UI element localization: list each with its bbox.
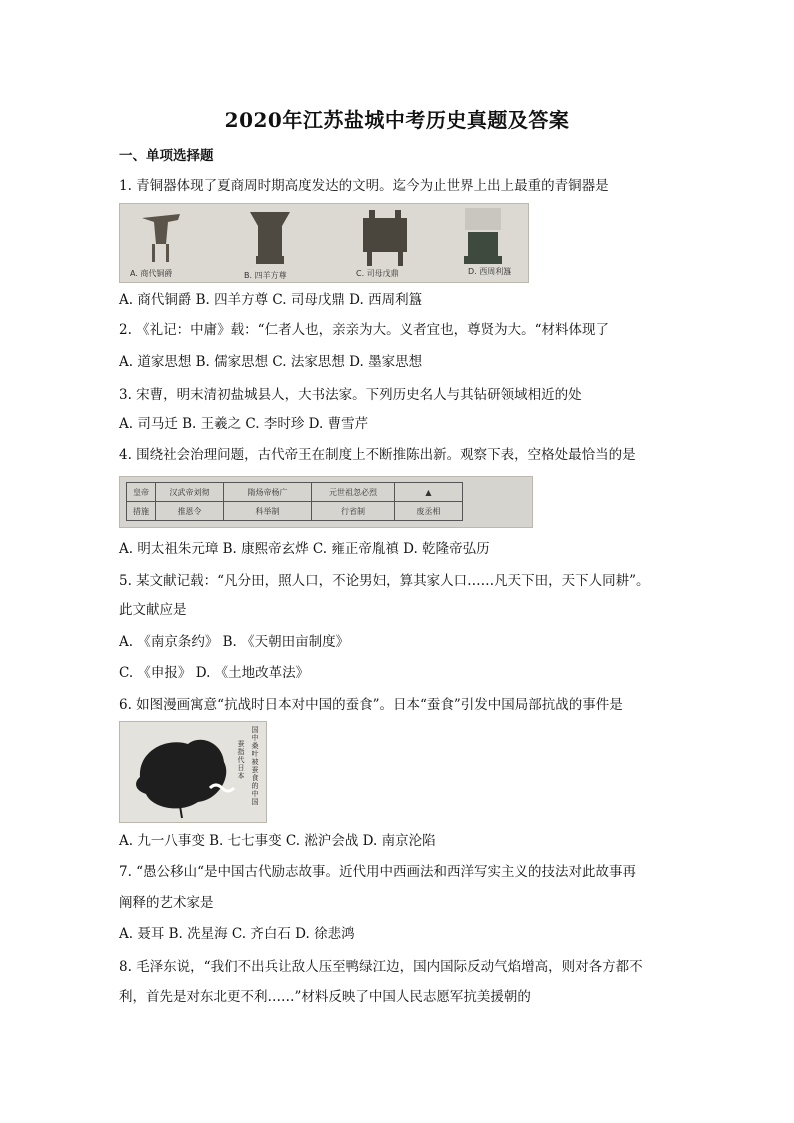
q4-table: [126, 482, 463, 521]
q3-options: A. 司马迁 B. 王羲之 C. 李时珍 D. 曹雪芹: [119, 416, 369, 432]
q1-caption-b: B. 四羊方尊: [244, 271, 287, 280]
q8-stem-line2: 利，首先是对东北更不利……”材料反映了中国人民志愿军抗美援朝的: [119, 989, 531, 1005]
q1-bronze-photo: [119, 203, 529, 283]
cartoon-caption-1: 国中桑叶被蚕食的中国: [251, 726, 259, 806]
table-cell: 元世祖忽必烈: [312, 483, 395, 502]
section-heading: 一、单项选择题: [119, 148, 214, 164]
q1-options: A. 商代铜爵 B. 四羊方尊 C. 司母戊鼎 D. 西周利簋: [119, 292, 423, 308]
table-row: [127, 502, 463, 521]
q7-stem-line2: 阐释的艺术家是: [119, 895, 214, 911]
q6-cartoon: [119, 721, 267, 823]
q4-table-photo: [119, 476, 533, 528]
table-cell: 废丞相: [395, 502, 463, 521]
table-cell: 隋炀帝杨广: [224, 483, 312, 502]
table-cell: ▲: [395, 483, 463, 502]
table-cell: 措施: [127, 502, 156, 521]
bronze-vessels-illustration: [120, 204, 528, 282]
table-cell: 行省制: [312, 502, 395, 521]
q1-caption-a: A. 商代铜爵: [130, 269, 173, 278]
q8-stem-line1: 8. 毛泽东说，“我们不出兵让敌人压至鸭绿江边，国内国际反动气焰增高，则对各方都不: [119, 959, 643, 975]
q1-caption-d: D. 西周利簋: [468, 267, 512, 276]
q2-options: A. 道家思想 B. 儒家思想 C. 法家思想 D. 墨家思想: [119, 354, 423, 370]
page-title: 2020年江苏盐城中考历史真题及答案: [224, 108, 570, 132]
q5-stem-line2: 此文献应是: [119, 602, 187, 618]
q1-stem: 1. 青铜器体现了夏商周时期高度发达的文明。迄今为止世界上出上最重的青铜器是: [119, 178, 609, 194]
q6-stem: 6. 如图漫画寓意“抗战时日本对中国的蚕食”。日本“蚕食”引发中国局部抗战的事件是: [119, 697, 623, 713]
q5-options-line1: A. 《南京条约》 B. 《天朝田亩制度》: [119, 634, 350, 650]
table-cell: 汉武帝刘彻: [156, 483, 224, 502]
q4-options: A. 明太祖朱元璋 B. 康熙帝玄烨 C. 雍正帝胤禛 D. 乾隆帝弘历: [119, 541, 490, 557]
table-cell: 科举制: [224, 502, 312, 521]
q2-stem: 2. 《礼记：中庸》载：“仁者人也，亲亲为大。义者宜也，尊贤为大。“材料体现了: [119, 322, 609, 338]
q7-stem-line1: 7. “愚公移山“是中国古代励志故事。近代用中西画法和西洋写实主义的技法对此故事再: [119, 864, 636, 880]
table-cell: 推恩令: [156, 502, 224, 521]
q7-options: A. 聂耳 B. 冼星海 C. 齐白石 D. 徐悲鸿: [119, 926, 355, 942]
table-row: [127, 483, 463, 502]
q6-options: A. 九一八事变 B. 七七事变 C. 淞沪会战 D. 南京沦陷: [119, 833, 436, 849]
q3-stem: 3. 宋曹，明末清初盐城县人，大书法家。下列历史名人与其钻研领域相近的处: [119, 387, 582, 403]
q5-stem-line1: 5. 某文献记载：“凡分田，照人口，不论男妇，算其家人口……凡天下田，天下人同耕”。: [119, 573, 650, 589]
table-cell: 皇帝: [127, 483, 156, 502]
q1-caption-c: C. 司母戊鼎: [356, 269, 399, 278]
q4-stem: 4. 围绕社会治理问题，古代帝王在制度上不断推陈出新。观察下表，空格处最恰当的是: [119, 447, 636, 463]
q5-options-line2: C. 《申报》 D. 《土地改革法》: [119, 665, 310, 681]
cartoon-caption-2: 蚕指代日本: [237, 740, 245, 780]
